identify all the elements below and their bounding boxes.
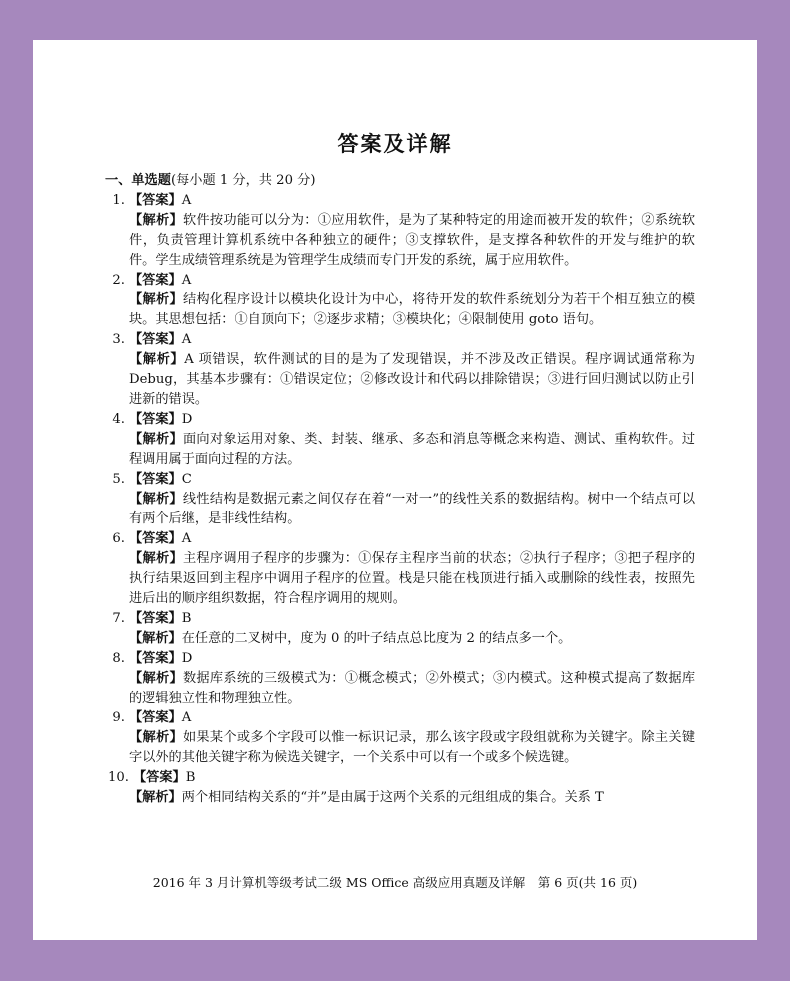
- answer-line: [105, 271, 695, 291]
- answer-value: B: [181, 610, 192, 626]
- answer-label: 【答案】: [129, 272, 182, 288]
- question-number: 9.: [112, 710, 125, 726]
- section-title: 一、单选题: [105, 173, 171, 188]
- analysis-paragraph: [105, 728, 695, 768]
- analysis-paragraph: [105, 490, 695, 530]
- question-item: [105, 191, 695, 271]
- question-number: 6.: [112, 531, 125, 547]
- question-list: [105, 191, 695, 808]
- answer-label: 【答案】: [129, 710, 182, 726]
- analysis-label: 【解析】: [129, 292, 183, 308]
- answer-line: [105, 708, 695, 728]
- answer-line: [105, 470, 695, 490]
- answer-value: D: [181, 411, 193, 427]
- answer-line: [105, 191, 695, 211]
- answer-value: D: [181, 650, 193, 666]
- analysis-paragraph: [105, 290, 695, 330]
- section-note: (每小题 1 分，共 20 分): [170, 173, 316, 188]
- answer-label: 【答案】: [129, 192, 182, 208]
- analysis-text: 软件按功能可以分为：①应用软件，是为了某种特定的用途而被开发的软件；②系统软件，负责管理计算机系统中各种独立的硬件；③支撑软件，是支撑各种软件的开发与维护的软件。学生成绩管理系统是为管理学生成绩而专门开发的系统，属于应用软件。: [129, 212, 696, 268]
- answer-value: A: [181, 192, 192, 208]
- analysis-label: 【解析】: [129, 630, 182, 646]
- answer-line: [105, 529, 695, 549]
- answer-label: 【答案】: [129, 471, 182, 487]
- analysis-text: A 项错误，软件测试的目的是为了发现错误，并不涉及改正错误。程序调试通常称为 Debug，其基本步骤有：①错误定位；②修改设计和代码以排除错误；③进行回归测试以防止引进新的错误。: [129, 352, 695, 407]
- question-number: 10.: [108, 770, 129, 786]
- answer-line: [105, 609, 695, 629]
- document-page: [33, 40, 757, 940]
- section-heading: [105, 171, 695, 191]
- analysis-paragraph: [105, 211, 695, 271]
- analysis-text: 主程序调用子程序的步骤为：①保存主程序当前的状态；②执行子程序；③把子程序的执行结果返回到主程序中调用子程序的位置。栈是只能在栈顶进行插入或删除的线性表，按照先进后出的顺序组织数据，符合程序调用的规则。: [129, 551, 696, 607]
- question-item: [105, 410, 695, 470]
- answer-label: 【答案】: [129, 531, 182, 547]
- analysis-paragraph: [105, 430, 695, 470]
- question-item: [105, 609, 695, 649]
- answer-line: [105, 649, 695, 669]
- answer-value: B: [185, 770, 196, 786]
- analysis-label: 【解析】: [129, 790, 182, 806]
- analysis-label: 【解析】: [129, 212, 183, 228]
- question-number: 1.: [112, 192, 125, 208]
- answer-label: 【答案】: [129, 610, 182, 626]
- answer-value: A: [181, 332, 192, 348]
- question-item: [105, 708, 695, 768]
- analysis-text: 在任意的二叉树中，度为 0 的叶子结点总比度为 2 的结点多一个。: [181, 630, 572, 646]
- answer-label: 【答案】: [133, 770, 186, 786]
- analysis-text: 线性结构是数据元素之间仅存在着“一对一”的线性关系的数据结构。树中一个结点可以有两个后继，是非线性结构。: [129, 491, 696, 527]
- question-item: [105, 529, 695, 609]
- analysis-text: 结构化程序设计以模块化设计为中心，将待开发的软件系统划分为若干个相互独立的模块。其思想包括：①自顶向下；②逐步求精；③模块化；④限制使用 goto 语句。: [129, 292, 696, 328]
- analysis-label: 【解析】: [129, 730, 183, 746]
- analysis-paragraph: [105, 629, 695, 649]
- analysis-label: 【解析】: [129, 670, 183, 686]
- page-title: 答案及详解: [337, 131, 453, 156]
- question-number: 7.: [112, 610, 125, 626]
- analysis-paragraph: [105, 788, 695, 808]
- analysis-text: 两个相同结构关系的“并”是由属于这两个关系的元组组成的集合。关系 T: [181, 790, 604, 806]
- question-number: 2.: [112, 272, 125, 288]
- answer-line: [105, 330, 695, 350]
- question-item: [105, 768, 695, 808]
- analysis-label: 【解析】: [129, 551, 183, 567]
- answer-line: [105, 768, 695, 788]
- question-item: [105, 470, 695, 530]
- answer-line: [105, 410, 695, 430]
- answer-value: C: [181, 471, 192, 487]
- page-footer: 2016 年 3 月计算机等级考试二级 MS Office 高级应用真题及详解 第 6 页(共 16 页): [152, 875, 638, 890]
- question-number: 5.: [112, 471, 125, 487]
- answer-label: 【答案】: [129, 411, 182, 427]
- answer-value: A: [181, 272, 192, 288]
- analysis-label: 【解析】: [129, 352, 185, 368]
- question-item: [105, 330, 695, 410]
- question-item: [105, 271, 695, 331]
- question-number: 8.: [112, 650, 125, 666]
- answer-label: 【答案】: [129, 650, 182, 666]
- answer-value: A: [181, 710, 192, 726]
- analysis-paragraph: [105, 350, 695, 410]
- analysis-paragraph: [105, 549, 695, 609]
- answer-label: 【答案】: [129, 332, 182, 348]
- answer-value: A: [181, 531, 192, 547]
- question-item: [105, 649, 695, 709]
- analysis-label: 【解析】: [129, 491, 183, 507]
- analysis-paragraph: [105, 669, 695, 709]
- analysis-text: 如果某个或多个字段可以惟一标识记录，那么该字段或字段组就称为关键字。除主关键字以外的其他关键字称为候选关键字，一个关系中可以有一个或多个候选键。: [129, 730, 696, 766]
- analysis-text: 面向对象运用对象、类、封装、继承、多态和消息等概念来构造、测试、重构软件。过程调用属于面向过程的方法。: [129, 431, 696, 467]
- question-number: 3.: [112, 332, 125, 348]
- analysis-label: 【解析】: [129, 431, 183, 447]
- answer-list: [105, 171, 695, 808]
- question-number: 4.: [112, 411, 125, 427]
- analysis-text: 数据库系统的三级模式为：①概念模式；②外模式；③内模式。这种模式提高了数据库的逻辑独立性和物理独立性。: [129, 670, 696, 706]
